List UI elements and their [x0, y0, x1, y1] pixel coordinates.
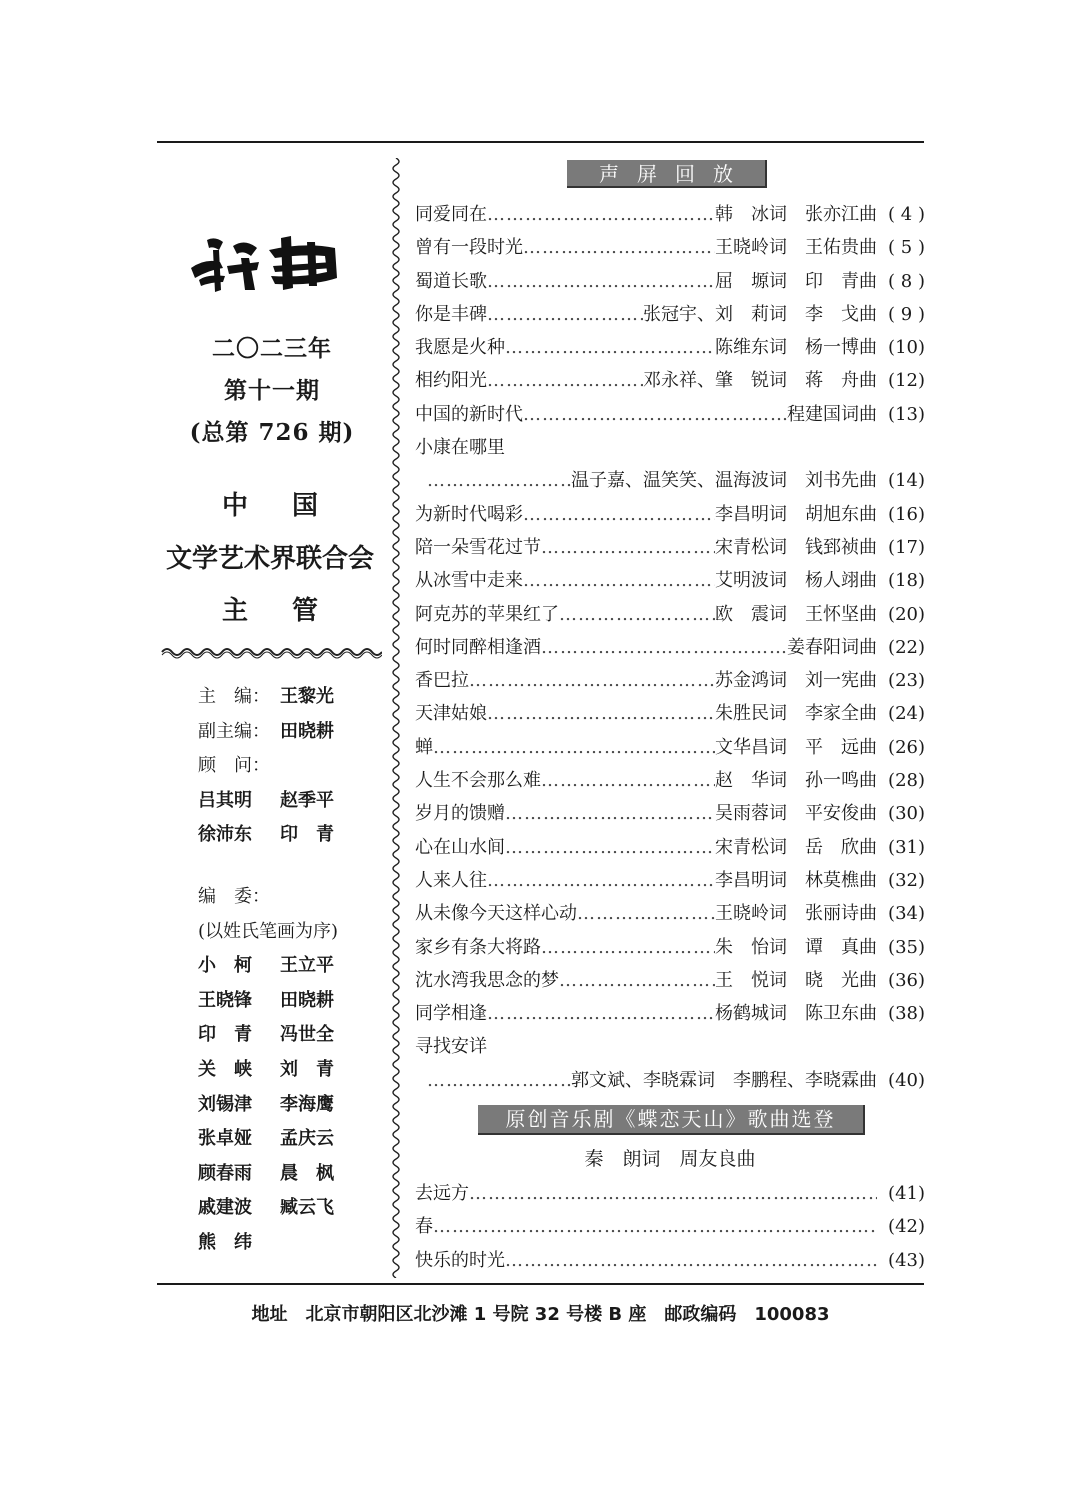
entry-title: 同爱同在 [415, 204, 487, 225]
board-note: (以姓氏笔画为序) [198, 920, 339, 942]
entry-page: (24) [888, 703, 925, 725]
dot-leader [523, 564, 715, 597]
board-row [198, 1157, 338, 1192]
entry-credits: 郭文斌、李晓霖词 李鹏程、李晓霖曲 [571, 1069, 877, 1091]
toc-entry [415, 231, 925, 264]
entry-credits: 赵 华词 孙一鸣曲 [715, 770, 877, 792]
dot-leader [577, 897, 715, 930]
dot-leader [523, 498, 715, 531]
entry-page: (43) [888, 1249, 925, 1271]
dot-leader [559, 598, 715, 631]
entry-credits: 姜春阳词曲 [787, 636, 877, 658]
dot-leader [469, 664, 715, 697]
toc-entry [415, 1064, 925, 1097]
dot-leader [427, 1064, 571, 1097]
entry-credits: 宋青松词 岳 欣曲 [715, 836, 877, 858]
board-list [198, 880, 338, 1261]
section-banner-musical: 原创音乐剧《蝶恋天山》歌曲选登 [478, 1105, 865, 1135]
advisor-label: 顾 问： [198, 755, 270, 777]
issue-number: 第十一期 [224, 377, 320, 404]
board-member: 王晓锋 [198, 989, 252, 1011]
toc-entry [415, 631, 925, 664]
toc-entry [415, 731, 925, 764]
toc-entry [415, 897, 925, 930]
dot-leader [487, 997, 715, 1030]
entry-credits: 李昌明词 林莫樵曲 [715, 869, 877, 891]
entry-credits: 苏金鸿词 刘一宪曲 [715, 670, 877, 692]
entry-title: 曾有一段时光 [415, 237, 523, 259]
entry-page: ( 9 ) [888, 303, 925, 325]
entry-page: (36) [888, 969, 925, 991]
toc-entry [415, 464, 925, 497]
toc-section-1 [415, 198, 925, 1097]
board-member: 印 青 [198, 1024, 252, 1046]
dot-leader [541, 764, 715, 797]
entry-page: ( 8 ) [888, 270, 925, 292]
entry-title: 小康在哪里 [415, 437, 505, 459]
board-member: 臧云飞 [280, 1197, 334, 1219]
entry-credits: 陈维东词 杨一博曲 [715, 337, 877, 359]
editor-label: 主 编： [198, 686, 270, 707]
entry-credits: 杨鹤城词 陈卫东曲 [715, 1003, 877, 1025]
toc-entry [415, 931, 925, 964]
toc-entry [415, 564, 925, 597]
entry-credits: 朱 怡词 谭 真曲 [715, 936, 877, 958]
entry-credits: 程建国词曲 [787, 403, 877, 425]
dot-leader [541, 531, 715, 564]
toc-entry [415, 598, 925, 631]
board-member: 刘锡津 [198, 1093, 252, 1115]
entry-page: (28) [888, 770, 925, 792]
toc-entry [415, 764, 925, 797]
toc-entry [415, 1244, 925, 1277]
board-note-row [198, 915, 338, 950]
toc-entry [415, 331, 925, 364]
entry-title: 陪一朵雪花过节 [415, 536, 541, 558]
entry-page: (40) [888, 1069, 925, 1091]
dot-leader [505, 331, 715, 364]
issue-total: (总第 726 期) [189, 419, 355, 446]
board-member: 孟庆云 [280, 1128, 334, 1150]
entry-page: (31) [888, 836, 925, 858]
entry-credits: 欧 震词 王怀坚曲 [715, 603, 877, 625]
entry-page: (38) [888, 1003, 925, 1025]
toc-entry [415, 1030, 925, 1063]
dot-leader [505, 1244, 877, 1277]
dot-leader [487, 198, 715, 231]
board-row [198, 1122, 338, 1157]
entry-title: 寻找安详 [415, 1036, 487, 1058]
toc-entry [415, 697, 925, 730]
board-member: 李海鹰 [280, 1093, 334, 1115]
staff-advisor-label [198, 749, 334, 784]
entry-title: 天津姑娘 [415, 703, 487, 725]
entry-title: 阿克苏的苹果红了 [415, 603, 559, 625]
board-member: 晨 枫 [280, 1162, 334, 1184]
board-member: 田晓耕 [280, 989, 334, 1011]
entry-credits: 王晓岭词 张丽诗曲 [715, 903, 877, 925]
entry-title: 你是丰碑 [415, 303, 487, 325]
advisor-row [198, 818, 334, 853]
entry-title: 人生不会那么难 [415, 770, 541, 792]
dot-leader [487, 298, 643, 331]
column-divider [388, 158, 404, 1278]
section-banner-playback: 声屏回放 [567, 160, 767, 188]
entry-credits: 文华昌词 平 远曲 [715, 736, 877, 758]
toc-entry [415, 364, 925, 397]
board-row [198, 1226, 338, 1261]
entry-title: 相约阳光 [415, 370, 487, 392]
entry-page: (32) [888, 869, 925, 891]
entry-title: 香巴拉 [415, 670, 469, 692]
org-line-3: 主管 [221, 596, 362, 626]
dot-leader [541, 931, 715, 964]
issue-year: 二〇二三年 [212, 335, 332, 362]
entry-page: (34) [888, 903, 925, 925]
toc-entry [415, 997, 925, 1030]
board-label-row [198, 880, 338, 915]
toc-entry [415, 198, 925, 231]
toc-entry [415, 431, 925, 464]
board-member: 顾春雨 [198, 1162, 252, 1184]
entry-credits: 温子嘉、温笑笑、温海波词 刘书先曲 [571, 470, 877, 492]
entry-title: 为新时代喝彩 [415, 503, 523, 525]
footer-address: 地址 北京市朝阳区北沙滩 1 号院 32 号楼 B 座 邮政编码 100083 [251, 1304, 830, 1325]
advisor-name: 印 青 [280, 824, 334, 846]
staff-deputy [198, 715, 334, 750]
entry-title: 我愿是火种 [415, 337, 505, 359]
toc-section-2 [415, 1177, 925, 1277]
staff-list [198, 680, 334, 853]
entry-credits: 王 悦词 晓 光曲 [715, 969, 877, 991]
entry-page: (20) [888, 603, 925, 625]
board-row [198, 949, 338, 984]
entry-page: (12) [888, 370, 925, 392]
org-line-2: 文学艺术界联合会 [165, 544, 374, 574]
dot-leader [427, 464, 571, 497]
board-label: 编 委： [198, 886, 270, 907]
entry-credits: 张冠宇、刘 莉词 李 戈曲 [643, 303, 877, 325]
entry-title: 沈水湾我思念的梦 [415, 969, 559, 991]
entry-page: (41) [888, 1183, 925, 1204]
toc-entry [415, 265, 925, 298]
entry-credits: 宋青松词 钱郅祯曲 [715, 536, 877, 558]
board-member: 刘 青 [280, 1058, 334, 1080]
dot-leader [487, 864, 715, 897]
entry-page: (13) [888, 403, 925, 425]
entry-credits: 朱胜民词 李家全曲 [715, 703, 877, 725]
toc-entry [415, 864, 925, 897]
advisor-row [198, 784, 334, 819]
dot-leader [487, 697, 715, 730]
entry-page: (17) [888, 536, 925, 558]
entry-title: 岁月的馈赠 [415, 803, 505, 825]
board-member: 张卓娅 [198, 1128, 252, 1150]
board-row [198, 1053, 338, 1088]
dot-leader [523, 398, 787, 431]
toc-entry [415, 797, 925, 830]
entry-title: 同学相逢 [415, 1003, 487, 1025]
entry-page: ( 5 ) [888, 237, 925, 259]
deputy-label: 副主编： [198, 720, 270, 742]
dot-leader [559, 964, 715, 997]
dot-leader [505, 797, 715, 830]
entry-title: 人来人往 [415, 869, 487, 891]
entry-page: (10) [888, 337, 925, 359]
entry-credits: 吴雨蓉词 平安俊曲 [715, 803, 877, 825]
toc-entry [415, 1177, 925, 1210]
toc-entry [415, 531, 925, 564]
entry-page: (14) [888, 470, 925, 492]
wave-divider [160, 644, 382, 660]
board-member: 熊 纬 [198, 1231, 252, 1253]
entry-page: (30) [888, 803, 925, 825]
entry-page: (16) [888, 503, 925, 525]
entry-page: (35) [888, 936, 925, 958]
dot-leader [433, 1210, 877, 1243]
toc-entry [415, 498, 925, 531]
musical-credits: 秦 朗词 周友良曲 [584, 1148, 756, 1170]
board-row [198, 1018, 338, 1053]
board-member: 王立平 [280, 955, 334, 977]
dot-leader [523, 231, 715, 264]
entry-page: (22) [888, 636, 925, 658]
entry-credits: 韩 冰词 张亦江曲 [715, 204, 877, 225]
editor-name: 王黎光 [280, 686, 334, 707]
entry-page: (18) [888, 570, 925, 592]
top-rule [157, 141, 924, 143]
entry-credits: 王晓岭词 王佑贵曲 [715, 237, 877, 259]
dot-leader [433, 731, 715, 764]
board-row [198, 1088, 338, 1123]
advisor-name: 赵季平 [280, 789, 334, 811]
entry-page: (26) [888, 736, 925, 758]
entry-title: 春 [415, 1216, 433, 1238]
entry-title: 从未像今天这样心动 [415, 903, 577, 925]
entry-title: 家乡有条大将路 [415, 936, 541, 958]
entry-page: ( 4 ) [888, 204, 925, 225]
toc-entry [415, 298, 925, 331]
board-member: 小 柯 [198, 955, 252, 977]
staff-editor [198, 680, 334, 715]
dot-leader [487, 364, 643, 397]
toc-entry [415, 398, 925, 431]
entry-title: 蝉 [415, 736, 433, 758]
board-member: 冯世全 [280, 1024, 334, 1046]
entry-credits: 屈 塬词 印 青曲 [715, 270, 877, 292]
advisor-name: 吕其明 [198, 789, 252, 811]
entry-title: 何时同醉相逢酒 [415, 636, 541, 658]
entry-title: 蜀道长歌 [415, 270, 487, 292]
dot-leader [487, 265, 715, 298]
board-row [198, 984, 338, 1019]
entry-title: 从冰雪中走来 [415, 570, 523, 592]
entry-credits: 邓永祥、肇 锐词 蒋 舟曲 [643, 370, 877, 392]
toc-entry [415, 664, 925, 697]
dot-leader [541, 631, 787, 664]
advisor-name: 徐沛东 [198, 824, 252, 846]
masthead-logo [185, 228, 350, 298]
entry-title: 快乐的时光 [415, 1249, 505, 1271]
toc-entry [415, 964, 925, 997]
entry-title: 中国的新时代 [415, 403, 523, 425]
entry-credits: 李昌明词 胡旭东曲 [715, 503, 877, 525]
board-member: 关 峡 [198, 1058, 252, 1080]
board-member: 戚建波 [198, 1197, 252, 1219]
deputy-name: 田晓耕 [280, 720, 334, 742]
bottom-rule [157, 1283, 924, 1285]
entry-title: 去远方 [415, 1183, 469, 1204]
toc-entry [415, 1210, 925, 1243]
dot-leader [505, 831, 715, 864]
org-line-1: 中国 [221, 491, 362, 521]
toc-entry [415, 831, 925, 864]
entry-credits: 艾明波词 杨人翊曲 [715, 570, 877, 592]
entry-page: (23) [888, 670, 925, 692]
entry-title: 心在山水间 [415, 836, 505, 858]
dot-leader [469, 1177, 877, 1210]
board-row [198, 1191, 338, 1226]
entry-page: (42) [888, 1216, 925, 1238]
